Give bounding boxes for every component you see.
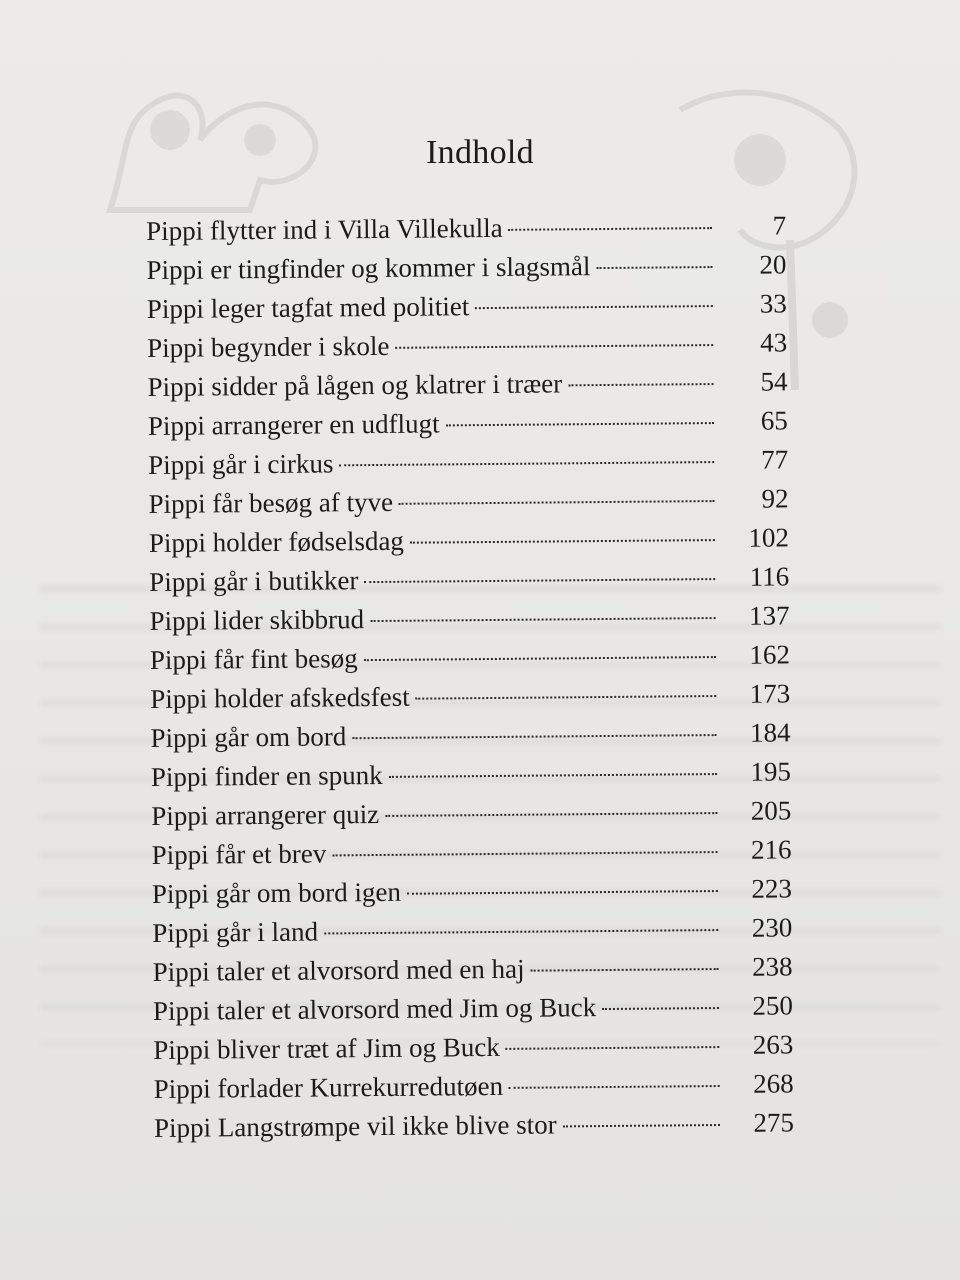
dot-leader [506, 1046, 720, 1050]
toc-entry-page-number: 238 [751, 951, 793, 982]
dot-leader [385, 812, 717, 817]
toc-entry-page-number: 7 [772, 210, 787, 241]
toc-entry-title: Pippi får et brev [151, 838, 327, 870]
toc-entry-page-number: 205 [750, 795, 792, 826]
toc-entry [152, 908, 792, 953]
toc-entry-page-number: 184 [749, 717, 791, 748]
toc-entry-page-number: 250 [752, 990, 794, 1021]
toc-entry-page-number: 162 [749, 639, 791, 670]
toc-entry-title: Pippi flytter ind i Villa Villekulla [146, 212, 503, 246]
toc-entry [152, 869, 792, 914]
toc-entry-title: Pippi holder afskedsfest [150, 681, 410, 714]
toc-entry-title: Pippi begynder i skole [147, 330, 390, 363]
dot-leader [339, 461, 714, 466]
toc-entry-title: Pippi får besøg af tyve [148, 486, 394, 519]
toc-entry-page-number: 65 [760, 405, 788, 436]
dot-leader [531, 968, 719, 972]
dot-leader [364, 656, 716, 661]
toc-entry-title: Pippi forlader Kurrekurredutøen [153, 1070, 504, 1104]
toc-entry [150, 713, 790, 758]
dot-leader [563, 1124, 720, 1127]
dot-leader [416, 695, 717, 700]
toc-entry [152, 947, 792, 992]
toc-entry [149, 557, 789, 602]
toc-entry [148, 401, 788, 446]
toc-entry [149, 596, 789, 641]
toc-entry-page-number: 275 [753, 1107, 795, 1138]
toc-entry-page-number: 77 [761, 444, 789, 475]
toc-entry-page-number: 223 [751, 873, 793, 904]
toc-entry-page-number: 33 [759, 288, 787, 319]
toc-entry-title: Pippi leger tagfat med politiet [146, 291, 470, 324]
toc-entry-page-number: 230 [751, 912, 793, 943]
toc-entry-title: Pippi arrangerer quiz [151, 798, 380, 831]
toc-entry-title: Pippi går i cirkus [148, 448, 334, 480]
toc-entry-page-number: 92 [761, 483, 789, 514]
toc-entry-title: Pippi lider skibbrud [149, 604, 365, 636]
toc-entry [147, 362, 787, 407]
toc-entry [153, 1064, 793, 1109]
dot-leader [509, 227, 713, 231]
toc-entry [151, 752, 791, 797]
toc-heading: Indhold [426, 134, 534, 171]
toc-entry [150, 674, 790, 719]
toc-entry [150, 635, 790, 680]
table-of-contents [146, 206, 794, 1148]
toc-entry-title: Pippi går i butikker [149, 565, 359, 597]
toc-entry [151, 791, 791, 836]
toc-entry-page-number: 216 [750, 834, 792, 865]
dot-leader [324, 929, 718, 934]
toc-entry [151, 830, 791, 875]
dot-leader [568, 383, 713, 386]
dot-leader [509, 1085, 720, 1089]
toc-entry [146, 206, 786, 251]
dot-leader [364, 578, 715, 583]
toc-entry-page-number: 20 [759, 249, 787, 280]
toc-entry-page-number: 137 [748, 600, 790, 631]
toc-entry-title: Pippi holder fødselsdag [148, 525, 404, 558]
toc-entry-title: Pippi arrangerer en udflugt [147, 408, 440, 441]
toc-entry [148, 479, 788, 524]
toc-entry-page-number: 268 [752, 1068, 794, 1099]
toc-entry-page-number: 263 [752, 1029, 794, 1060]
dot-leader [410, 539, 715, 544]
toc-entry [148, 440, 788, 485]
toc-entry [149, 518, 789, 563]
dot-leader [407, 890, 718, 895]
dot-leader [596, 266, 712, 269]
dot-leader [446, 422, 714, 426]
toc-entry-page-number: 43 [760, 327, 788, 358]
toc-entry-page-number: 54 [760, 366, 788, 397]
toc-entry-title: Pippi går om bord [150, 721, 347, 753]
toc-entry-title: Pippi bliver træt af Jim og Buck [153, 1031, 500, 1065]
toc-entry-title: Pippi er tingfinder og kommer i slagsmål [146, 251, 591, 285]
dot-leader [395, 344, 713, 349]
toc-entry [146, 245, 786, 290]
toc-entry-page-number: 173 [749, 678, 791, 709]
toc-entry [153, 1025, 793, 1070]
toc-entry-title: Pippi går i land [152, 916, 319, 948]
toc-entry-title: Pippi Langstrømpe vil ikke blive stor [153, 1109, 557, 1143]
toc-entry-title: Pippi sidder på lågen og klatrer i træer [147, 368, 563, 402]
toc-entry-page-number: 195 [750, 756, 792, 787]
dot-leader [399, 500, 715, 505]
dot-leader [475, 305, 713, 309]
toc-entry [147, 323, 787, 368]
toc-entry-title: Pippi går om bord igen [151, 876, 402, 909]
dot-leader [332, 851, 717, 856]
dot-leader [352, 734, 716, 739]
toc-entry-page-number: 102 [748, 522, 789, 553]
toc-entry [154, 1103, 794, 1148]
toc-entry-title: Pippi taler et alvorsord med Jim og Buck [152, 992, 597, 1026]
toc-entry-page-number: 116 [749, 561, 790, 592]
toc-entry-title: Pippi taler et alvorsord med en haj [152, 953, 525, 987]
toc-entry [153, 986, 793, 1031]
toc-entry [147, 284, 787, 329]
dot-leader [370, 617, 716, 622]
toc-entry-title: Pippi finder en spunk [150, 759, 383, 792]
dot-leader [389, 773, 717, 778]
toc-entry-title: Pippi får fint besøg [149, 643, 358, 675]
dot-leader [602, 1007, 719, 1010]
